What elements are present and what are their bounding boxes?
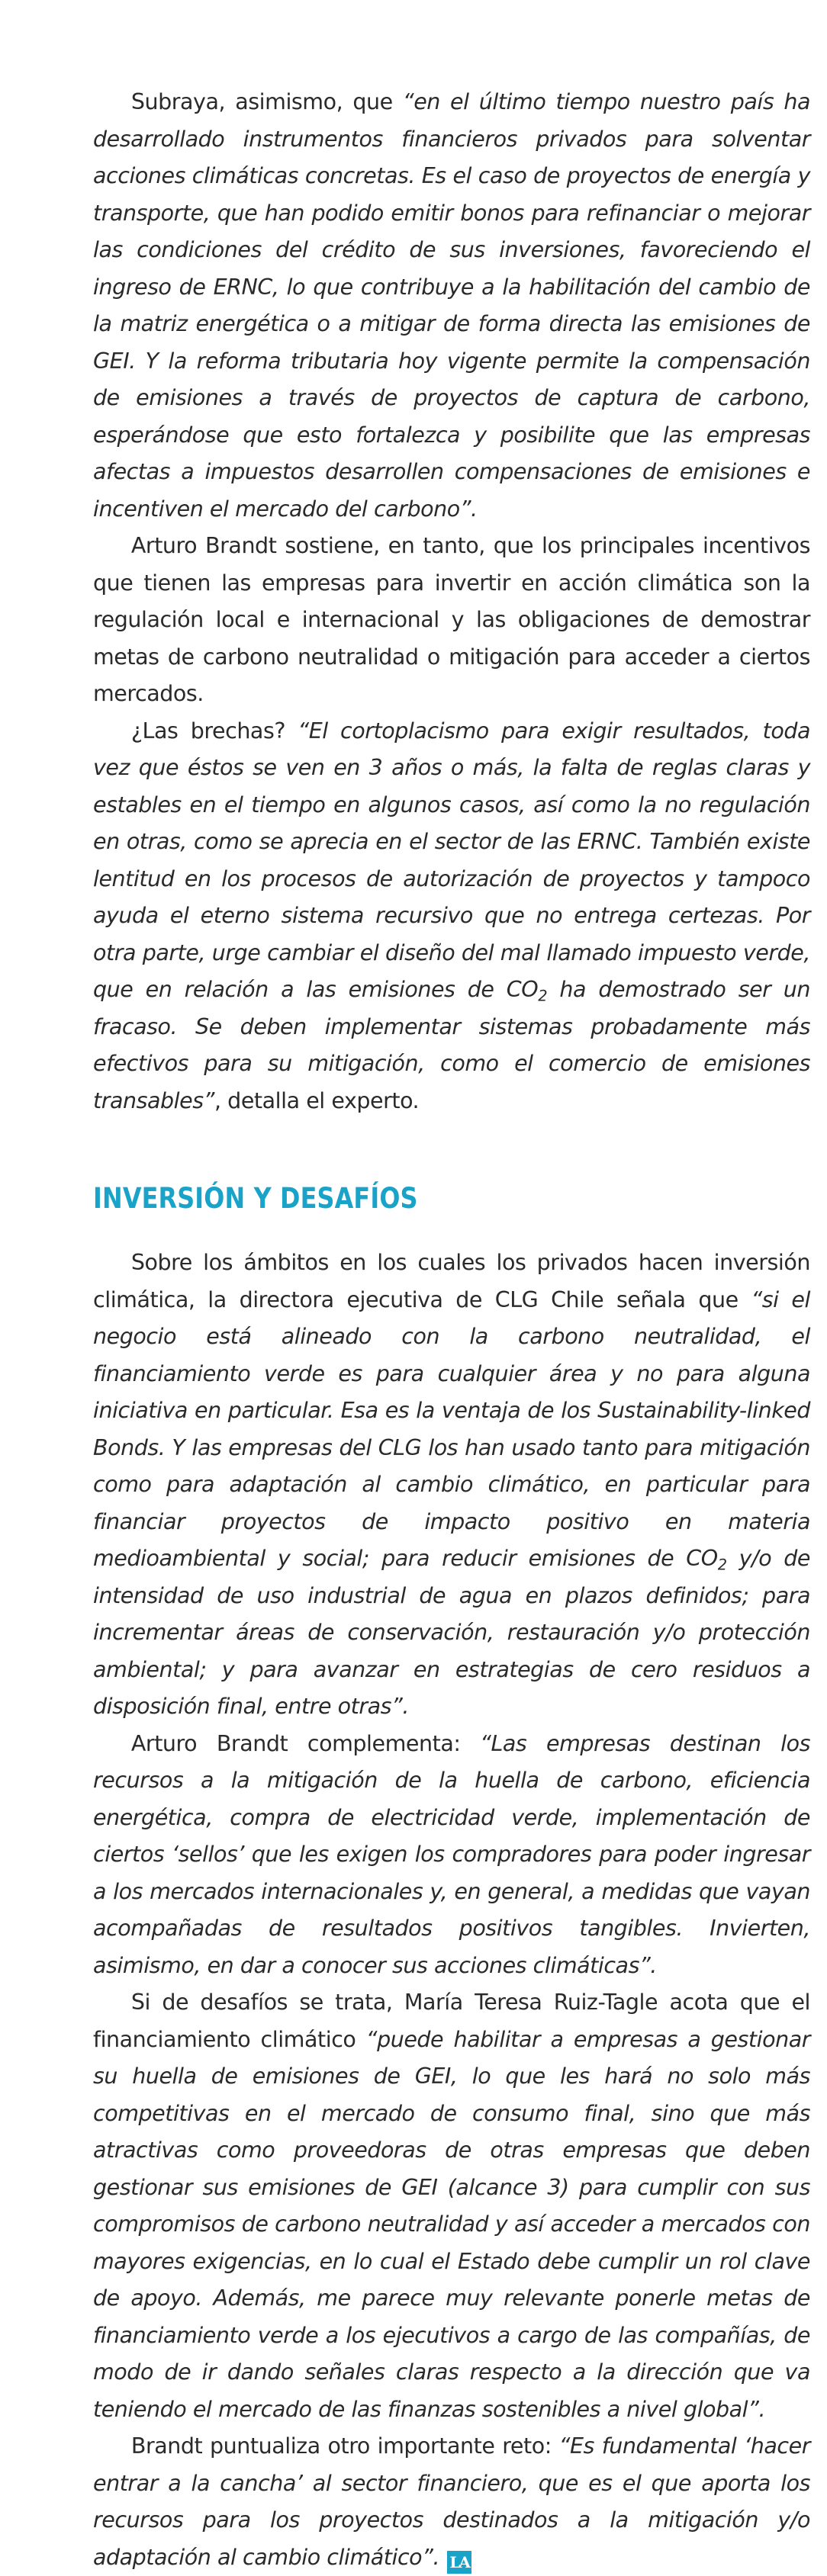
paragraph-4 — [93, 1245, 810, 1726]
paragraph-1-intro: Subraya, asimismo, que — [130, 89, 403, 114]
section-heading: INVERSIÓN Y DESAFÍOS — [93, 1182, 418, 1215]
paragraph-1-quote: “en el último tiempo nuestro país ha desarrollado instrumentos financieros privados para solventar acciones climáticas concretas. Es el caso de proyectos de energía y transporte, que han podido emitir bonos para refinanciar o mejorar las condiciones del crédito de sus inversiones, favoreciendo el ingreso de ERNC, lo que contribuye a la habilitación del cambio de la matriz energética o a mitigar de forma directa las emisiones de GEI. Y la reforma tributaria hoy vigente permite la compensación de emisiones a través de proyectos de captura de carbono, esperándose que esto fortalezca y posibilite que las empresas afectas a impuestos desarrollen compensaciones de emisiones e incentiven el mercado del carbono”. — [93, 89, 810, 522]
paragraph-3-quote-part-b: ha demostrado ser un fracaso. Se deben implementar sistemas probadamente más efectivos para su mitigación, como el comercio de emisiones transables” — [93, 977, 810, 1113]
paragraph-3-quote — [93, 718, 810, 1113]
paragraph-4-quote-part-a: “si el negocio está alineado con la carbono neutralidad, el financiamiento verde es para cualquier área y no para alguna iniciativa en particular. Esa es la ventaja de los Sustainability-linked Bonds. Y las empresas del CLG los han usado tanto para mitigación como para adaptación al cambio climático, en particular para financiar proyectos de impacto positivo en materia medioambiental y social; para reducir emisiones de CO — [93, 1286, 810, 1571]
paragraph-4-quote — [93, 1287, 810, 1720]
paragraph-3-intro: ¿Las brechas? — [130, 718, 298, 744]
paragraph-5-quote: “Las empresas destinan los recursos a la mitigación de la huella de carbono, eficiencia energética, compra de electricidad verde, implementación de ciertos ‘sellos’ que les exigen los compradores para poder ingresar a los mercados internacionales y, en general, a medidas que vayan acompañadas de resultados positivos tangibles. Invierten, asimismo, en dar a conocer sus acciones climáticas”. — [93, 1730, 810, 1978]
publication-logo-icon: LA — [447, 2551, 471, 2574]
co2-subscript: 2 — [717, 1556, 727, 1574]
co2-subscript: 2 — [538, 987, 548, 1005]
paragraph-6-quote: “puede habilitar a empresas a gestionar su huella de emisiones de GEI, lo que les hará no solo más competitivas en el mercado de consumo final, sino que más atractivas como proveedoras de otras empresas que deben gestionar sus emisiones de GEI (alcance 3) para cumplir con sus compromisos de carbono neutralidad y así acceder a mercados con mayores exigencias, en lo cual el Estado debe cumplir un rol clave de apoyo. Además, me parece muy relevante ponerle metas de financiamiento verde a los ejecutivos a cargo de las compañías, de modo de ir dando señales claras respecto a la dirección que va teniendo el mercado de las finanzas sostenibles a nivel global”. — [93, 2026, 810, 2422]
article-body — [93, 84, 810, 2576]
paragraph-1 — [93, 84, 810, 528]
paragraph-3-tail: , detalla el experto. — [214, 1087, 420, 1113]
paragraph-6-intro: Si de desafíos se trata, María Teresa Ruiz-Tagle acota que el financiamiento climático — [93, 1990, 810, 2052]
paragraph-7 — [93, 2428, 810, 2576]
paragraph-6 — [93, 1984, 810, 2428]
paragraph-5-intro: Arturo Brandt complementa: — [130, 1730, 481, 1756]
paragraph-2: Arturo Brandt sostiene, en tanto, que los principales incentivos que tienen las empresas para invertir en acción climática son la regulación local e internacional y las obligaciones de demostrar metas de carbono neutralidad o mitigación para acceder a ciertos mercados. — [93, 533, 810, 706]
paragraph-5 — [93, 1726, 810, 1985]
paragraph-4-intro: Sobre los ámbitos en los cuales los privados hacen inversión climática, la directora ejecutiva de CLG Chile señala que — [93, 1250, 810, 1312]
paragraph-7-quote: “Es fundamental ‘hacer entrar a la cancha’ al sector financiero, que es el que aporta los recursos para los proyectos destinados a la mitigación y/o adaptación al cambio climático”. — [93, 2433, 811, 2570]
paragraph-3-quote-part-a: “El cortoplacismo para exigir resultados, toda vez que éstos se ven en 3 años o más, la falta de reglas claras y estables en el tiempo en algunos casos, así como la no regulación en otras, como se aprecia en el sector de las ERNC. También existe lentitud en los procesos de autorización de proyectos y tampoco ayuda el eterno sistema recursivo que no entrega certezas. Por otra parte, urge cambiar el diseño del mal llamado impuesto verde, que en relación a las emisiones de CO — [93, 718, 810, 1002]
paragraph-4-quote-part-b: y/o de intensidad de uso industrial de agua en plazos definidos; para incrementar áreas de conservación, restauración y/o protección ambiental; y para avanzar en estrategias de cero residuos a disposición final, entre otras”. — [93, 1546, 810, 1719]
paragraph-3 — [93, 713, 810, 1120]
paragraph-7-intro: Brandt puntualiza otro importante reto: — [130, 2433, 559, 2459]
